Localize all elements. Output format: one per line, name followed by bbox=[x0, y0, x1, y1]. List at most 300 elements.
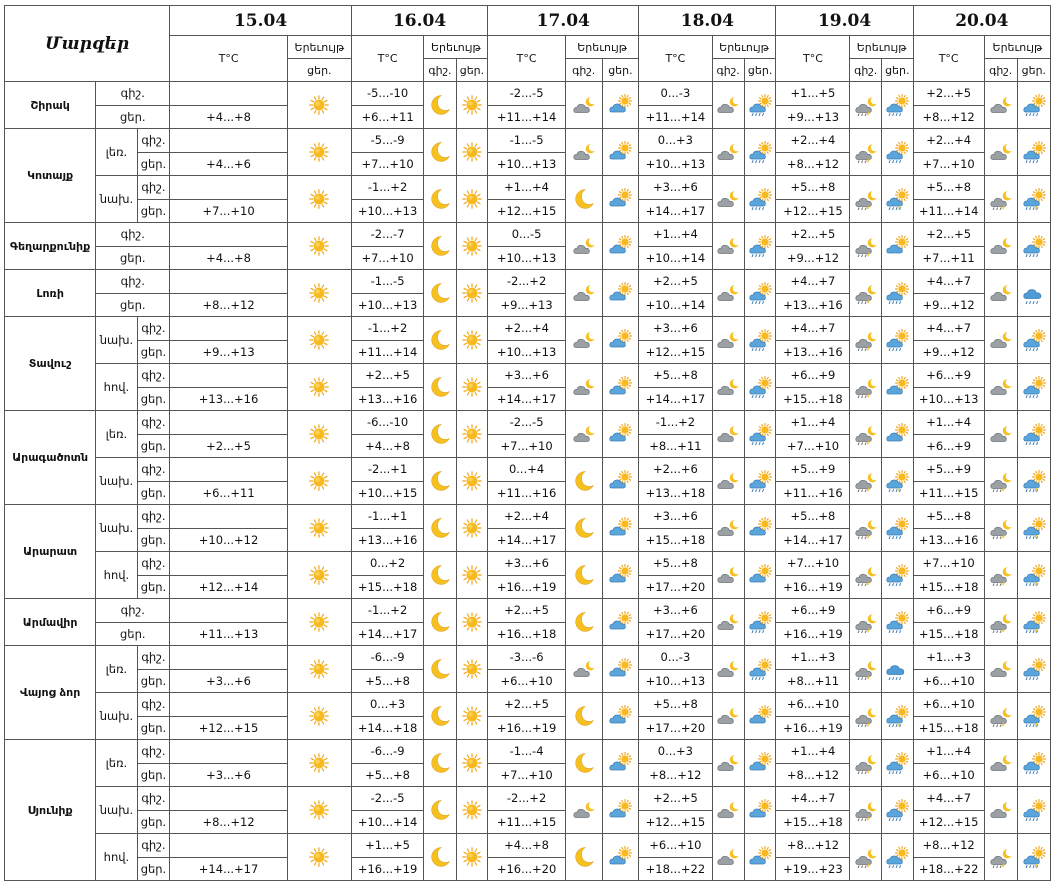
night-temperature: +4...+7 bbox=[776, 317, 850, 341]
rain-sun-icon bbox=[885, 94, 909, 116]
day-temperature: +9...+12 bbox=[913, 293, 984, 317]
storm-moon-icon bbox=[854, 517, 878, 539]
rain-sun-icon bbox=[885, 517, 909, 539]
moon-icon bbox=[428, 376, 452, 398]
rain-sun-icon bbox=[885, 752, 909, 774]
day-label: ցեր. bbox=[137, 716, 170, 740]
weather-icon-cell bbox=[287, 82, 351, 129]
sun-icon bbox=[307, 752, 331, 774]
region-name: Տավուշ bbox=[5, 317, 96, 411]
day-temperature: +8...+12 bbox=[170, 293, 288, 317]
day-temperature: +7...+11 bbox=[913, 246, 984, 270]
storm-sun-icon bbox=[885, 188, 909, 210]
cloud-moon-icon bbox=[716, 282, 740, 304]
night-temperature: +2...+5 bbox=[913, 82, 984, 106]
moon-icon bbox=[428, 564, 452, 586]
night-label: գիշ. bbox=[137, 458, 170, 482]
sun-icon bbox=[307, 564, 331, 586]
day-weather-cell bbox=[456, 458, 488, 505]
storm-moon-icon bbox=[854, 658, 878, 680]
night-weather-cell bbox=[850, 693, 882, 740]
night-weather-cell bbox=[424, 834, 456, 881]
day-subheader: ցեր. bbox=[881, 59, 913, 82]
cloud-sun-icon bbox=[748, 846, 772, 868]
day-temperature: +11...+15 bbox=[913, 481, 984, 505]
day-temperature: +16...+19 bbox=[776, 716, 850, 740]
night-temperature: +2...+5 bbox=[351, 364, 423, 388]
day-label: ցեր. bbox=[137, 528, 170, 552]
cloud-moon-icon bbox=[572, 423, 596, 445]
night-temperature: +5...+8 bbox=[639, 693, 712, 717]
cloud-moon-icon bbox=[572, 658, 596, 680]
night-weather-cell bbox=[984, 82, 1017, 129]
night-temperature: -1...+1 bbox=[351, 505, 423, 529]
date-header: 20.04 bbox=[913, 6, 1050, 36]
table-body bbox=[5, 82, 1051, 881]
day-temperature: +16...+19 bbox=[776, 622, 850, 646]
day-temperature: +17...+20 bbox=[639, 716, 712, 740]
zone-label: հով. bbox=[96, 552, 137, 599]
moon-icon bbox=[428, 846, 452, 868]
cloud-moon-icon bbox=[716, 658, 740, 680]
rain-sun-icon bbox=[885, 611, 909, 633]
cloud-sun-icon bbox=[608, 282, 632, 304]
night-temperature bbox=[170, 223, 288, 247]
night-label: գիշ. bbox=[137, 834, 170, 858]
storm-moon-icon bbox=[854, 611, 878, 633]
day-weather-cell bbox=[1017, 599, 1050, 646]
date-header: 17.04 bbox=[488, 6, 639, 36]
day-temperature: +6...+9 bbox=[913, 434, 984, 458]
day-temperature: +6...+10 bbox=[913, 763, 984, 787]
cloud-moon-icon bbox=[716, 799, 740, 821]
night-temperature: -1...-5 bbox=[351, 270, 423, 294]
weather-icon-cell bbox=[287, 458, 351, 505]
cloud-sun-icon bbox=[748, 517, 772, 539]
day-weather-cell bbox=[744, 740, 776, 787]
forecast-row-night bbox=[5, 458, 1051, 482]
day-weather-cell bbox=[1017, 693, 1050, 740]
day-temperature: +9...+13 bbox=[488, 293, 566, 317]
night-temperature: +2...+4 bbox=[913, 129, 984, 153]
night-temperature: +5...+8 bbox=[913, 176, 984, 200]
day-temperature: +12...+15 bbox=[488, 199, 566, 223]
regions-header: Մարզեր bbox=[5, 6, 170, 82]
night-temperature bbox=[170, 317, 288, 341]
day-temperature: +7...+10 bbox=[351, 246, 423, 270]
weather-icon-cell bbox=[287, 740, 351, 787]
night-temperature: 0...+3 bbox=[351, 693, 423, 717]
day-temperature: +9...+12 bbox=[913, 340, 984, 364]
weather-icon-cell bbox=[287, 552, 351, 599]
weather-icon-cell bbox=[287, 364, 351, 411]
day-temperature: +16...+18 bbox=[488, 622, 566, 646]
day-subheader: ցեր. bbox=[744, 59, 776, 82]
night-weather-cell bbox=[712, 599, 744, 646]
night-temperature: +1...+4 bbox=[488, 176, 566, 200]
day-weather-cell bbox=[744, 176, 776, 223]
day-temperature: +8...+12 bbox=[776, 152, 850, 176]
night-temperature: +4...+7 bbox=[913, 270, 984, 294]
forecast-row-night bbox=[5, 787, 1051, 811]
storm-moon-icon bbox=[854, 423, 878, 445]
day-temperature: +15...+18 bbox=[913, 716, 984, 740]
night-label: գիշ. bbox=[96, 270, 170, 294]
moon-icon bbox=[428, 329, 452, 351]
night-weather-cell bbox=[984, 223, 1017, 270]
day-weather-cell bbox=[1017, 646, 1050, 693]
cloud-moon-icon bbox=[716, 141, 740, 163]
day-temperature: +7...+10 bbox=[488, 434, 566, 458]
moon-icon bbox=[428, 423, 452, 445]
day-weather-cell bbox=[602, 129, 639, 176]
day-temperature: +13...+16 bbox=[776, 293, 850, 317]
storm-moon-icon bbox=[854, 188, 878, 210]
night-temperature: 0...-3 bbox=[639, 646, 712, 670]
night-temperature: -6...-10 bbox=[351, 411, 423, 435]
day-temperature: +11...+14 bbox=[488, 105, 566, 129]
night-weather-cell bbox=[565, 693, 602, 740]
day-weather-cell bbox=[1017, 505, 1050, 552]
night-temperature: -1...+2 bbox=[351, 176, 423, 200]
cloud-moon-icon bbox=[572, 282, 596, 304]
cloud-moon-icon bbox=[716, 423, 740, 445]
cloud-moon-icon bbox=[716, 376, 740, 398]
rain-sun-icon bbox=[885, 141, 909, 163]
rain-sun-icon bbox=[885, 799, 909, 821]
night-temperature bbox=[170, 552, 288, 576]
night-temperature: +2...+5 bbox=[776, 223, 850, 247]
day-temperature: +14...+17 bbox=[639, 387, 712, 411]
night-temperature: -2...+2 bbox=[488, 787, 566, 811]
night-weather-cell bbox=[712, 552, 744, 599]
sun-icon bbox=[307, 188, 331, 210]
night-label: գիշ. bbox=[137, 646, 170, 670]
storm-sun-icon bbox=[1022, 188, 1046, 210]
night-temperature: +6...+9 bbox=[776, 364, 850, 388]
day-weather-cell bbox=[1017, 740, 1050, 787]
cloud-sun-icon bbox=[608, 376, 632, 398]
forecast-row-night bbox=[5, 317, 1051, 341]
zone-label: նախ. bbox=[96, 787, 137, 834]
cloud-sun-icon bbox=[608, 611, 632, 633]
cloud-moon-icon bbox=[989, 423, 1013, 445]
day-label: ցեր. bbox=[96, 246, 170, 270]
day-temperature: +14...+17 bbox=[776, 528, 850, 552]
day-weather-cell bbox=[744, 787, 776, 834]
cloud-sun-icon bbox=[608, 188, 632, 210]
day-label: ցեր. bbox=[137, 387, 170, 411]
cloud-moon-icon bbox=[716, 564, 740, 586]
night-temperature: 0...-3 bbox=[639, 82, 712, 106]
night-weather-cell bbox=[850, 505, 882, 552]
sun-icon bbox=[460, 752, 484, 774]
cloud-moon-icon bbox=[989, 376, 1013, 398]
night-weather-cell bbox=[850, 834, 882, 881]
night-temperature: +1...+3 bbox=[913, 646, 984, 670]
night-label: գիշ. bbox=[137, 505, 170, 529]
day-weather-cell bbox=[881, 740, 913, 787]
rain-sun-icon bbox=[1022, 329, 1046, 351]
rain-sun-icon bbox=[1022, 752, 1046, 774]
night-temperature bbox=[170, 599, 288, 623]
night-temperature: +5...+8 bbox=[639, 552, 712, 576]
night-subheader: գիշ. bbox=[712, 59, 744, 82]
day-label: ցեր. bbox=[137, 810, 170, 834]
night-weather-cell bbox=[712, 458, 744, 505]
night-temperature: +5...+8 bbox=[639, 364, 712, 388]
phenomenon-header: Երեւույթ bbox=[712, 36, 776, 59]
day-label: ցեր. bbox=[96, 622, 170, 646]
night-temperature: 0...+3 bbox=[639, 129, 712, 153]
day-label: ցեր. bbox=[137, 669, 170, 693]
day-weather-cell bbox=[602, 693, 639, 740]
cloud-sun-icon bbox=[885, 423, 909, 445]
night-weather-cell bbox=[424, 693, 456, 740]
weather-icon-cell bbox=[287, 317, 351, 364]
day-weather-cell bbox=[881, 82, 913, 129]
sun-icon bbox=[307, 799, 331, 821]
day-weather-cell bbox=[744, 693, 776, 740]
zone-label: նախ. bbox=[96, 317, 137, 364]
day-label: ցեր. bbox=[96, 293, 170, 317]
day-weather-cell bbox=[602, 646, 639, 693]
day-temperature: +15...+18 bbox=[913, 622, 984, 646]
storm-moon-icon bbox=[854, 846, 878, 868]
sun-icon bbox=[307, 141, 331, 163]
sun-icon bbox=[460, 282, 484, 304]
night-weather-cell bbox=[712, 176, 744, 223]
night-temperature: +5...+9 bbox=[913, 458, 984, 482]
night-temperature: -1...+2 bbox=[351, 317, 423, 341]
day-weather-cell bbox=[456, 646, 488, 693]
cloud-moon-icon bbox=[989, 282, 1013, 304]
day-temperature: +11...+13 bbox=[170, 622, 288, 646]
cloud-sun-icon bbox=[608, 94, 632, 116]
day-temperature: +18...+22 bbox=[639, 857, 712, 881]
night-temperature: +3...+6 bbox=[639, 599, 712, 623]
day-weather-cell bbox=[1017, 552, 1050, 599]
day-weather-cell bbox=[1017, 834, 1050, 881]
night-weather-cell bbox=[565, 364, 602, 411]
day-temperature: +8...+12 bbox=[639, 763, 712, 787]
day-temperature: +8...+12 bbox=[913, 105, 984, 129]
night-temperature: +3...+6 bbox=[639, 176, 712, 200]
day-weather-cell bbox=[602, 740, 639, 787]
cloud-moon-icon bbox=[716, 611, 740, 633]
night-weather-cell bbox=[565, 552, 602, 599]
night-weather-cell bbox=[984, 552, 1017, 599]
day-temperature: +7...+10 bbox=[913, 152, 984, 176]
night-temperature: +3...+6 bbox=[488, 364, 566, 388]
rain-sun-icon bbox=[885, 282, 909, 304]
cloud-sun-icon bbox=[608, 329, 632, 351]
region-name: Վայոց ձոր bbox=[5, 646, 96, 740]
day-weather-cell bbox=[744, 834, 776, 881]
night-temperature: +2...+5 bbox=[488, 693, 566, 717]
zone-label: լեռ. bbox=[96, 129, 137, 176]
night-weather-cell bbox=[712, 787, 744, 834]
night-weather-cell bbox=[565, 82, 602, 129]
forecast-row-night bbox=[5, 834, 1051, 858]
night-temperature: -1...+2 bbox=[351, 599, 423, 623]
day-weather-cell bbox=[881, 270, 913, 317]
night-weather-cell bbox=[424, 787, 456, 834]
day-weather-cell bbox=[456, 599, 488, 646]
day-temperature: +15...+18 bbox=[913, 575, 984, 599]
night-temperature: 0...+3 bbox=[639, 740, 712, 764]
moon-icon bbox=[572, 846, 596, 868]
day-temperature: +14...+17 bbox=[351, 622, 423, 646]
rain-sun-icon bbox=[1022, 141, 1046, 163]
cloud-moon-icon bbox=[989, 235, 1013, 257]
night-weather-cell bbox=[424, 270, 456, 317]
night-weather-cell bbox=[984, 364, 1017, 411]
day-label: ցեր. bbox=[137, 199, 170, 223]
night-temperature bbox=[170, 176, 288, 200]
cloud-sun-icon bbox=[608, 517, 632, 539]
cloud-sun-icon bbox=[608, 799, 632, 821]
day-temperature: +14...+18 bbox=[351, 716, 423, 740]
day-weather-cell bbox=[456, 552, 488, 599]
night-weather-cell bbox=[424, 129, 456, 176]
forecast-row-night bbox=[5, 176, 1051, 200]
day-subheader: ցեր. bbox=[1017, 59, 1050, 82]
day-temperature: +11...+16 bbox=[488, 481, 566, 505]
night-weather-cell bbox=[850, 364, 882, 411]
region-name: Լոռի bbox=[5, 270, 96, 317]
day-temperature: +10...+14 bbox=[639, 246, 712, 270]
night-weather-cell bbox=[850, 129, 882, 176]
day-temperature: +15...+18 bbox=[351, 575, 423, 599]
night-weather-cell bbox=[984, 458, 1017, 505]
moon-icon bbox=[428, 94, 452, 116]
rain-sun-icon bbox=[748, 470, 772, 492]
storm-sun-icon bbox=[1022, 846, 1046, 868]
night-weather-cell bbox=[712, 223, 744, 270]
day-temperature: +16...+19 bbox=[488, 575, 566, 599]
night-temperature bbox=[170, 82, 288, 106]
day-temperature: +5...+8 bbox=[351, 669, 423, 693]
day-weather-cell bbox=[881, 458, 913, 505]
day-label: ցեր. bbox=[137, 340, 170, 364]
night-temperature: 0...+4 bbox=[488, 458, 566, 482]
night-weather-cell bbox=[850, 317, 882, 364]
night-weather-cell bbox=[712, 646, 744, 693]
day-weather-cell bbox=[881, 317, 913, 364]
date-header: 18.04 bbox=[639, 6, 776, 36]
sun-icon bbox=[307, 282, 331, 304]
night-weather-cell bbox=[424, 505, 456, 552]
night-temperature: -6...-9 bbox=[351, 646, 423, 670]
night-weather-cell bbox=[984, 317, 1017, 364]
cloud-moon-icon bbox=[989, 752, 1013, 774]
day-weather-cell bbox=[744, 364, 776, 411]
night-label: գիշ. bbox=[137, 129, 170, 153]
night-temperature bbox=[170, 270, 288, 294]
day-weather-cell bbox=[456, 270, 488, 317]
storm-moon-icon bbox=[854, 94, 878, 116]
night-weather-cell bbox=[850, 787, 882, 834]
night-temperature: +6...+9 bbox=[913, 599, 984, 623]
day-weather-cell bbox=[744, 599, 776, 646]
day-temperature: +10...+13 bbox=[351, 199, 423, 223]
phenomenon-header: Երեւույթ bbox=[424, 36, 488, 59]
moon-icon bbox=[428, 141, 452, 163]
night-temperature: -2...+2 bbox=[488, 270, 566, 294]
night-weather-cell bbox=[424, 599, 456, 646]
cloud-moon-icon bbox=[989, 94, 1013, 116]
day-weather-cell bbox=[602, 552, 639, 599]
night-temperature: +5...+8 bbox=[913, 505, 984, 529]
weather-icon-cell bbox=[287, 223, 351, 270]
night-weather-cell bbox=[424, 364, 456, 411]
sun-icon bbox=[460, 94, 484, 116]
night-weather-cell bbox=[565, 599, 602, 646]
region-name: Արագածոտն bbox=[5, 411, 96, 505]
night-temperature: +4...+8 bbox=[488, 834, 566, 858]
day-temperature: +17...+20 bbox=[639, 575, 712, 599]
cloud-moon-icon bbox=[716, 94, 740, 116]
day-weather-cell bbox=[881, 411, 913, 458]
night-label: գիշ. bbox=[96, 599, 170, 623]
forecast-row-night bbox=[5, 646, 1051, 670]
region-name: Սյունիք bbox=[5, 740, 96, 881]
region-name: Արարատ bbox=[5, 505, 96, 599]
night-temperature: +1...+4 bbox=[776, 411, 850, 435]
night-weather-cell bbox=[565, 129, 602, 176]
storm-moon-icon bbox=[989, 564, 1013, 586]
weather-icon-cell bbox=[287, 693, 351, 740]
moon-icon bbox=[428, 470, 452, 492]
storm-sun-icon bbox=[1022, 470, 1046, 492]
night-temperature: +1...+4 bbox=[776, 740, 850, 764]
night-label: գիշ. bbox=[137, 364, 170, 388]
night-weather-cell bbox=[712, 129, 744, 176]
day-label: ցեր. bbox=[137, 481, 170, 505]
night-temperature bbox=[170, 458, 288, 482]
day-temperature: +4...+8 bbox=[351, 434, 423, 458]
moon-icon bbox=[428, 188, 452, 210]
zone-label: լեռ. bbox=[96, 646, 137, 693]
night-weather-cell bbox=[984, 834, 1017, 881]
day-temperature: +13...+16 bbox=[776, 340, 850, 364]
night-temperature bbox=[170, 411, 288, 435]
day-weather-cell bbox=[1017, 787, 1050, 834]
day-weather-cell bbox=[881, 599, 913, 646]
night-temperature: -2...-5 bbox=[488, 82, 566, 106]
weather-icon-cell bbox=[287, 646, 351, 693]
night-temperature: +1...+4 bbox=[913, 411, 984, 435]
storm-moon-icon bbox=[854, 329, 878, 351]
storm-moon-icon bbox=[989, 611, 1013, 633]
day-temperature: +13...+18 bbox=[639, 481, 712, 505]
cloud-moon-icon bbox=[572, 376, 596, 398]
day-temperature: +15...+18 bbox=[776, 387, 850, 411]
night-weather-cell bbox=[712, 505, 744, 552]
day-weather-cell bbox=[602, 364, 639, 411]
night-weather-cell bbox=[565, 834, 602, 881]
rain-sun-icon bbox=[885, 846, 909, 868]
day-temperature: +16...+20 bbox=[488, 857, 566, 881]
day-temperature: +12...+15 bbox=[776, 199, 850, 223]
night-temperature: +2...+4 bbox=[776, 129, 850, 153]
day-temperature: +10...+13 bbox=[913, 387, 984, 411]
night-weather-cell bbox=[850, 740, 882, 787]
storm-moon-icon bbox=[989, 188, 1013, 210]
temp-header: T°C bbox=[639, 36, 712, 82]
night-temperature: +7...+10 bbox=[776, 552, 850, 576]
